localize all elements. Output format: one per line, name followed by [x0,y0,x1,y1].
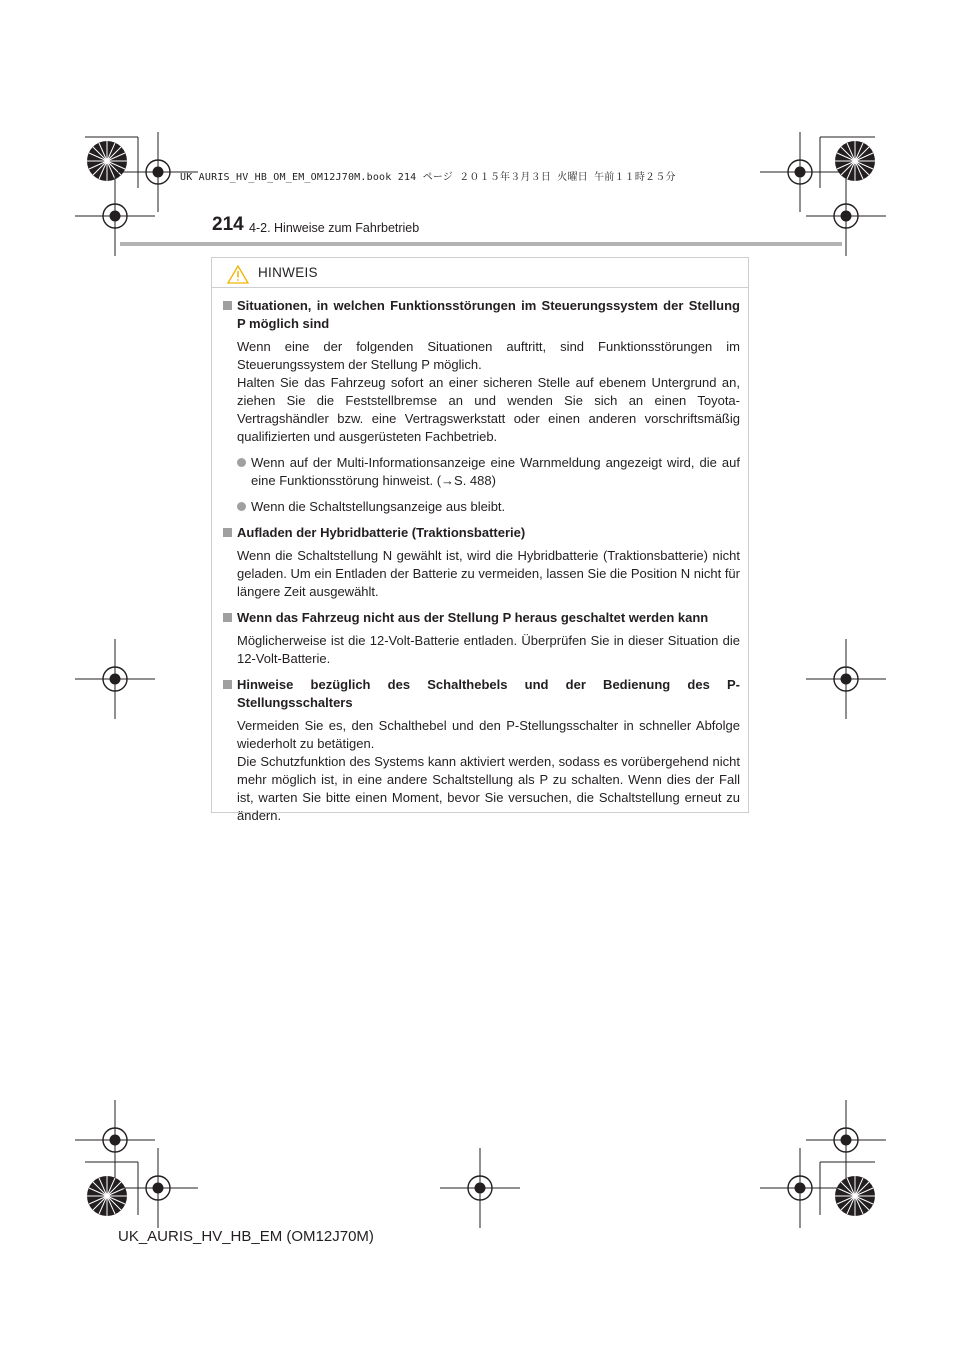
section-text [220,547,740,601]
bullet-item: Wenn auf der Multi-Informationsanzeige eine Warnmeldung angezeigt wird, die auf eine Funktionsstörung hinweist. (→S. 488) [220,454,740,490]
section-text-line: Wenn eine der folgenden Situationen auftritt, sind Funktionsstörungen im Steuerungssystem der Stellung P möglich. [237,339,740,372]
print-header: UK AURIS_HV_HB_OM_EM_OM12J70M.book 214 ページ ２０１５年３月３日 火曜日 午前１１時２５分 [180,172,676,183]
notice-box [211,257,749,823]
section-text-line: Möglicherweise ist die 12-Volt-Batterie entladen. Überprüfen Sie in dieser Situation die 12-Volt-Batterie. [237,633,740,666]
section-heading: Aufladen der Hybridbatterie (Traktionsbatterie) [220,524,740,542]
notice-content [212,297,748,833]
section-text-line: Wenn die Schaltstellung N gewählt ist, wird die Hybridbatterie (Traktionsbatterie) nicht geladen. Um ein Entladen der Batterie zu vermeiden, lassen Sie die Position N nicht für längere Zeit ausgewählt. [237,548,740,599]
document-code: UK_AURIS_HV_HB_EM (OM12J70M) [118,1228,374,1245]
section-text-line: Halten Sie das Fahrzeug sofort an einer sicheren Stelle auf ebenem Untergrund an, ziehen Sie die Feststellbremse an und wenden Sie sich an einen Toyota-Vertragshändler bzw. eine Vertragswerkstatt oder einen anderen vorschriftsmäßig qualifizierten und ausgerüsteten Fachbetrieb. [237,375,740,444]
chapter-title: 4-2. Hinweise zum Fahrbetrieb [249,221,420,235]
section-text [220,338,740,446]
bullet-item: Wenn die Schaltstellungsanzeige aus bleibt. [220,498,740,516]
section-heading: Situationen, in welchen Funktionsstörungen im Steuerungssystem der Stellung P möglich sind [220,297,740,333]
section-heading: Wenn das Fahrzeug nicht aus der Stellung P heraus geschaltet werden kann [220,609,740,627]
section-text [220,717,740,825]
notice-header [212,258,748,288]
section-heading: Hinweise bezüglich des Schalthebels und der Bedienung des P-Stellungsschalters [220,676,740,712]
warning-triangle-icon [227,265,249,284]
section-text-line: Vermeiden Sie es, den Schalthebel und den P-Stellungsschalter in schneller Abfolge wiederholt zu betätigen. [237,718,740,751]
section-text-line: Die Schutzfunktion des Systems kann aktiviert werden, sodass es vorübergehend nicht mehr möglich ist, in eine andere Schaltstellung als P zu schalten. Wenn dies der Fall ist, warten Sie bitte einen Moment, bevor Sie versuchen, die Schaltstellung erneut zu ändern. [237,754,740,823]
notice-title: HINWEIS [258,265,318,280]
header-rule [120,242,842,246]
page-number: 214 [212,214,244,235]
section-text [220,632,740,668]
